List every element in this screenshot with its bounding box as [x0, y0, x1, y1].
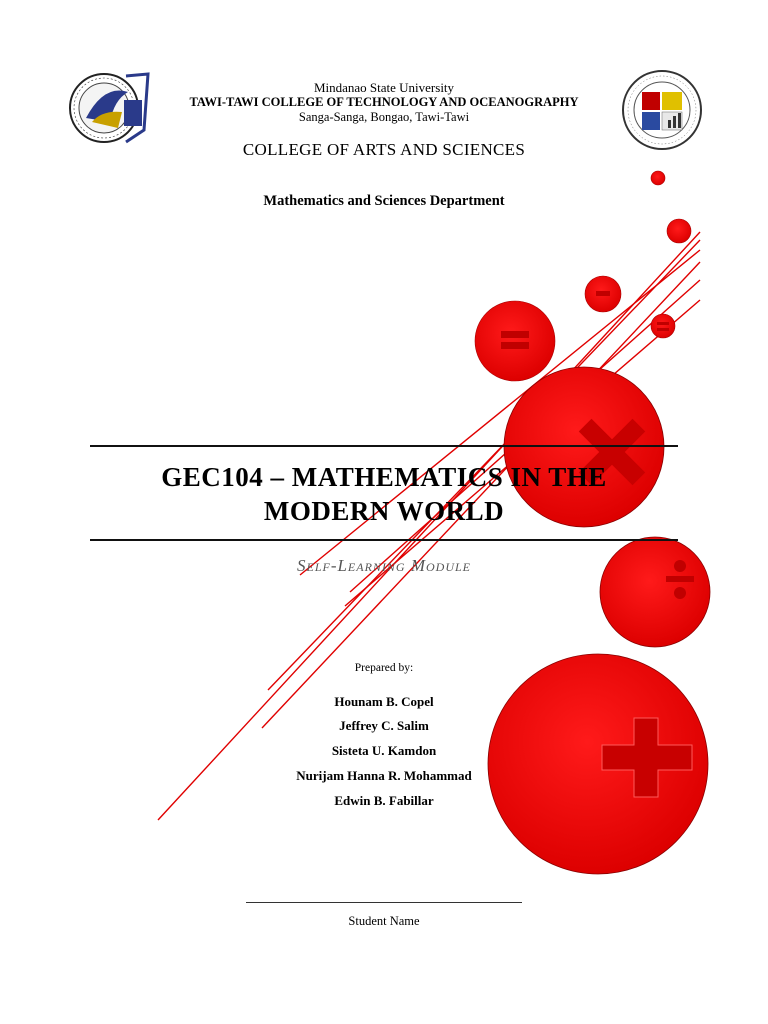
- title-rule-top: [90, 445, 678, 447]
- title-rule-bottom: [90, 539, 678, 541]
- school-name: COLLEGE OF ARTS AND SCIENCES: [242, 140, 526, 159]
- author-name: Hounam B. Copel: [334, 694, 434, 709]
- equals-circle: [475, 301, 555, 381]
- module-title: [0, 460, 768, 528]
- author-name: Jeffrey C. Salim: [339, 718, 429, 733]
- module-subtitle: Self-Learning Module: [296, 556, 472, 575]
- department-name: Mathematics and Sciences Department: [263, 193, 505, 209]
- college-address: Sanga-Sanga, Bongao, Tawi-Tawi: [298, 110, 470, 124]
- module-title-line2: MODERN WORLD: [263, 496, 505, 526]
- minus-icon: [596, 291, 610, 296]
- divide-circle: [600, 537, 710, 647]
- author-name: Sisteta U. Kamdon: [331, 743, 437, 758]
- student-name-line: [246, 902, 522, 903]
- author-name: Nurijam Hanna R. Mohammad: [296, 768, 472, 783]
- module-title-line1: GEC104 – MATHEMATICS IN THE: [161, 462, 607, 492]
- author-name: Edwin B. Fabillar: [334, 793, 434, 808]
- university-name: Mindanao State University: [313, 80, 455, 95]
- prepared-by-label: Prepared by:: [354, 662, 414, 674]
- college-name: TAWI-TAWI COLLEGE OF TECHNOLOGY AND OCEANOGRAPHY: [189, 95, 579, 109]
- equals-icon: [501, 331, 529, 338]
- small-circle: [667, 219, 691, 243]
- small-equals-circle: [651, 314, 675, 338]
- small-circle: [651, 171, 665, 185]
- student-name-label: Student Name: [348, 914, 420, 928]
